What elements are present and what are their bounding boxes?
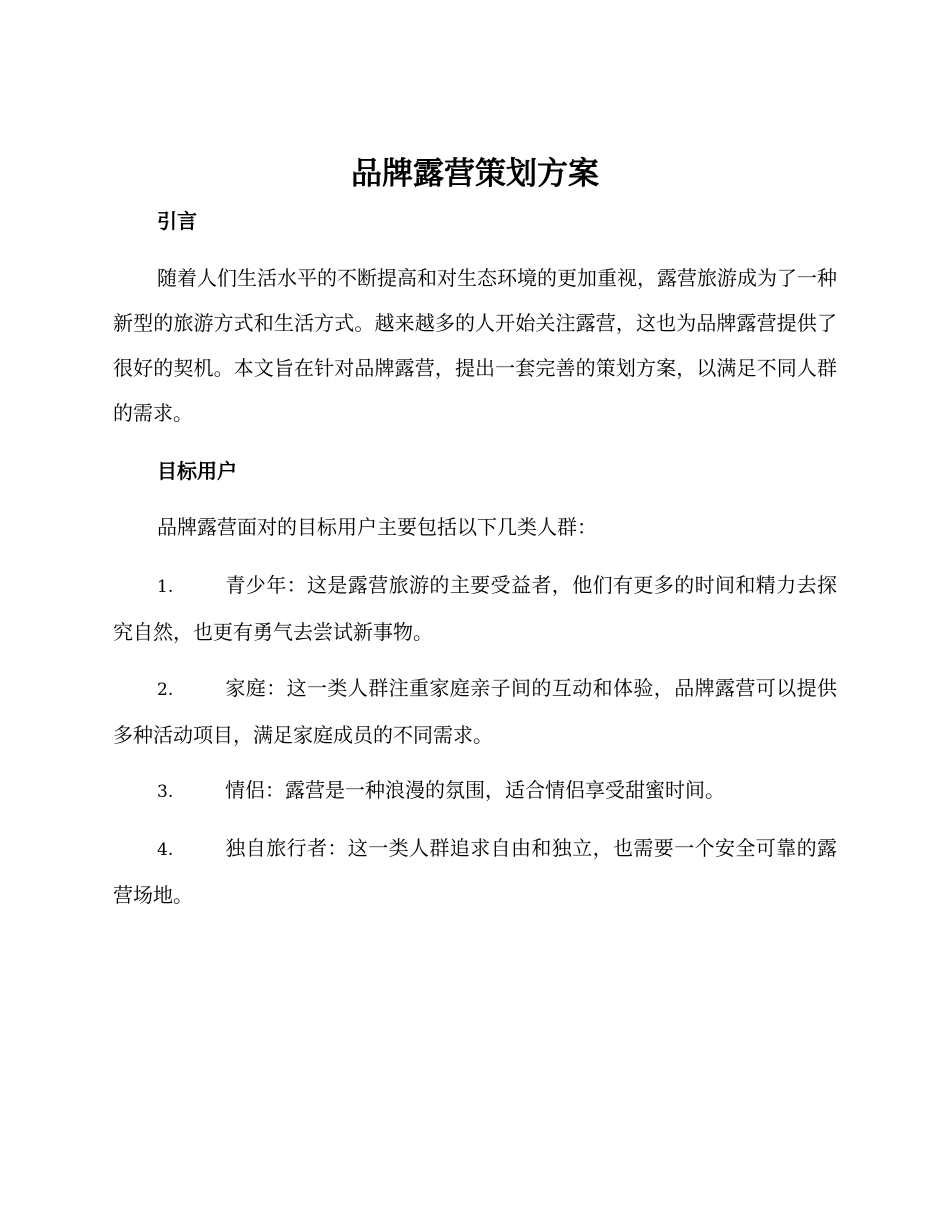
list-item (113, 768, 837, 815)
list-item-number: 3. (157, 782, 174, 802)
list-item-text: 家庭：这一类人群注重家庭亲子间的互动和体验，品牌露营可以提供多种活动项目，满足家庭成员的不同需求。 (113, 676, 837, 747)
target-users-intro-paragraph: 品牌露营面对的目标用户主要包括以下几类人群： (157, 515, 597, 539)
introduction-paragraph: 随着人们生活水平的不断提高和对生态环境的更加重视，露营旅游成为了一种新型的旅游方式和生活方式。越来越多的人开始关注露营，这也为品牌露营提供了很好的契机。本文旨在针对品牌露营，提出一套完善的策划方案，以满足不同人群的需求。 (113, 266, 837, 425)
list-item (113, 666, 837, 758)
section-heading-introduction: 引言 (157, 209, 197, 233)
list-item-text: 情侣：露营是一种浪漫的氛围，适合情侣享受甜蜜时间。 (225, 778, 725, 802)
list-item-number: 1. (157, 577, 174, 597)
list-item (113, 826, 837, 918)
document-title: 品牌露营策划方案 (351, 156, 599, 192)
list-item-text: 青少年：这是露营旅游的主要受益者，他们有更多的时间和精力去探究自然，也更有勇气去尝试新事物。 (113, 573, 837, 644)
list-item (113, 563, 837, 655)
list-item-text: 独自旅行者：这一类人群追求自由和独立，也需要一个安全可靠的露营场地。 (113, 836, 837, 907)
section-heading-target-users: 目标用户 (157, 459, 237, 483)
list-item-number: 2. (157, 680, 174, 700)
list-item-number: 4. (157, 840, 174, 860)
